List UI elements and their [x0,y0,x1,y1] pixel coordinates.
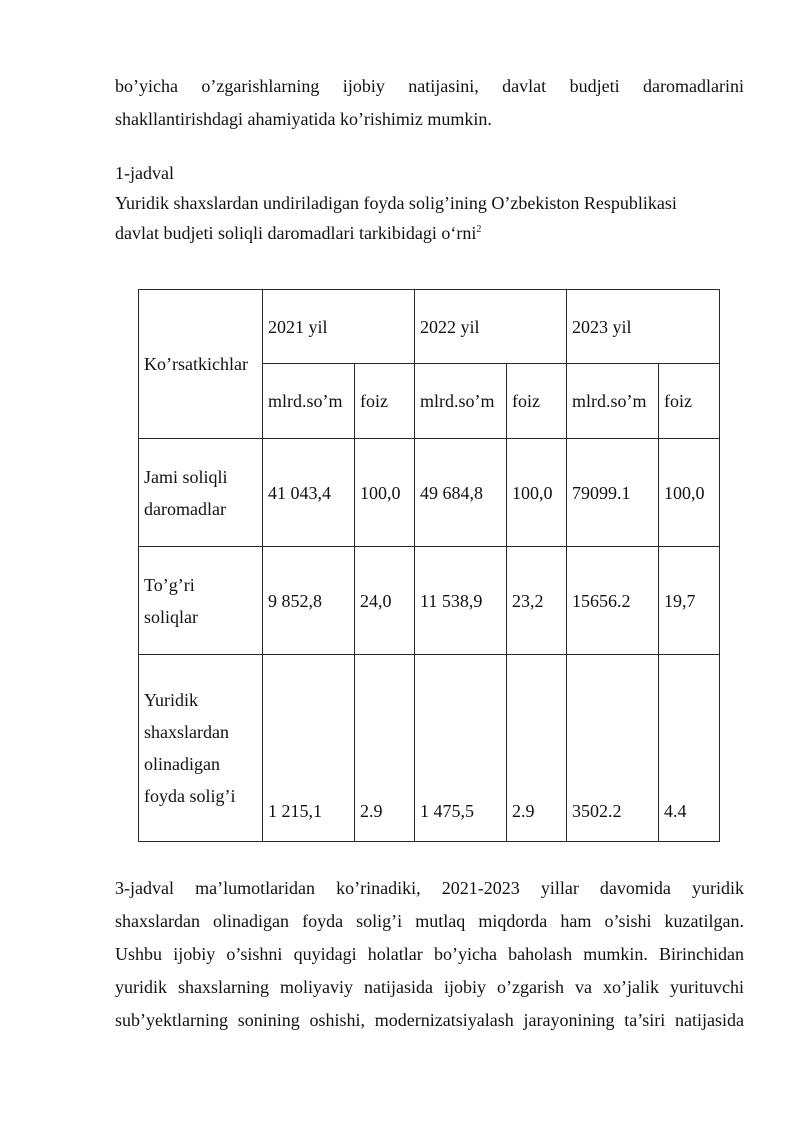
table-cell: 49 684,8 [415,439,507,547]
table-header-row [139,290,720,364]
table-number: 1-jadval [115,163,174,183]
year-header: 2022 yil [415,290,567,364]
table-cell: 2.9 [355,655,415,842]
body-line: 3-jadval ma’lumotlaridan ko’rinadiki, 2021-2023 yillar davomida yuridik [115,878,744,898]
unit-header: mlrd.so’m [415,364,507,439]
table-row [139,439,720,547]
table-title-line [115,188,755,218]
footnote-marker[interactable]: 2 [476,224,482,235]
year-header: 2023 yil [567,290,720,364]
unit-header: foiz [659,364,720,439]
unit-header: foiz [355,364,415,439]
table-cell: 11 538,9 [415,547,507,655]
row-label-line: To’g’ri [144,574,195,595]
intro-line: shakllantirishdagi ahamiyatida ko’rishimiz mumkin. [115,109,492,129]
table-cell: 1 475,5 [415,655,507,842]
table-cell: 3502.2 [567,655,659,842]
table-title-text: davlat budjeti soliqli daromadlari tarkibidagi o‘rni [115,223,477,243]
unit-header: mlrd.so’m [263,364,355,439]
table-cell: 15656.2 [567,547,659,655]
table-cell: 23,2 [507,547,567,655]
row-label-line: Yuridik [144,690,198,710]
table-cell: 100,0 [355,439,415,547]
table-cell: 9 852,8 [263,547,355,655]
table-cell: 100,0 [507,439,567,547]
row-label-line: foyda solig’i [144,786,236,806]
body-paragraph [115,872,744,1037]
body-line: Ushbu ijobiy o’sishni quyidagi holatlar bo’yicha baholash mumkin. Birinchidan [115,944,744,964]
table-cell: 24,0 [355,547,415,655]
row-header-cell: Ko’rsatkichlar [139,290,263,439]
table-row [139,547,720,655]
table-cell: 2.9 [507,655,567,842]
unit-header: mlrd.so’m [567,364,659,439]
row-label [139,547,263,655]
row-label-line: soliqlar [144,606,198,627]
table-cell: 100,0 [659,439,720,547]
table-cell: 19,7 [659,547,720,655]
table-title-text: Yuridik shaxslardan undiriladigan foyda solig’ining O’zbekiston Respublikasi [115,193,677,213]
table-cell: 41 043,4 [263,439,355,547]
body-line: sub’yektlarning sonining oshishi, modernizatsiyalash jarayonining ta’siri natijasida [115,1010,744,1030]
row-label-line: Jami soliqli [144,466,228,487]
row-label-line: olinadigan [144,754,220,774]
tax-revenue-table [138,289,720,842]
intro-line: bo’yicha o’zgarishlarning ijobiy natijasini, davlat budjeti daromadlarini [115,76,744,96]
body-line: shaxslardan olinadigan foyda solig’i mutlaq miqdorda ham o’sishi kuzatilgan. [115,911,744,931]
row-label-line: daromadlar [144,498,226,519]
row-label-line: shaxslardan [144,722,229,742]
row-label [139,439,263,547]
row-label [139,655,263,842]
table-title-line [115,218,755,248]
table-cell: 4.4 [659,655,720,842]
year-header: 2021 yil [263,290,415,364]
table-row [139,655,720,842]
table-caption [115,158,755,248]
table-cell: 79099.1 [567,439,659,547]
unit-header: foiz [507,364,567,439]
body-line: yuridik shaxslarning moliyaviy natijasida ijobiy o’zgarish va xo’jalik yurituvchi [115,977,744,997]
table-cell: 1 215,1 [263,655,355,842]
intro-paragraph [115,70,744,136]
